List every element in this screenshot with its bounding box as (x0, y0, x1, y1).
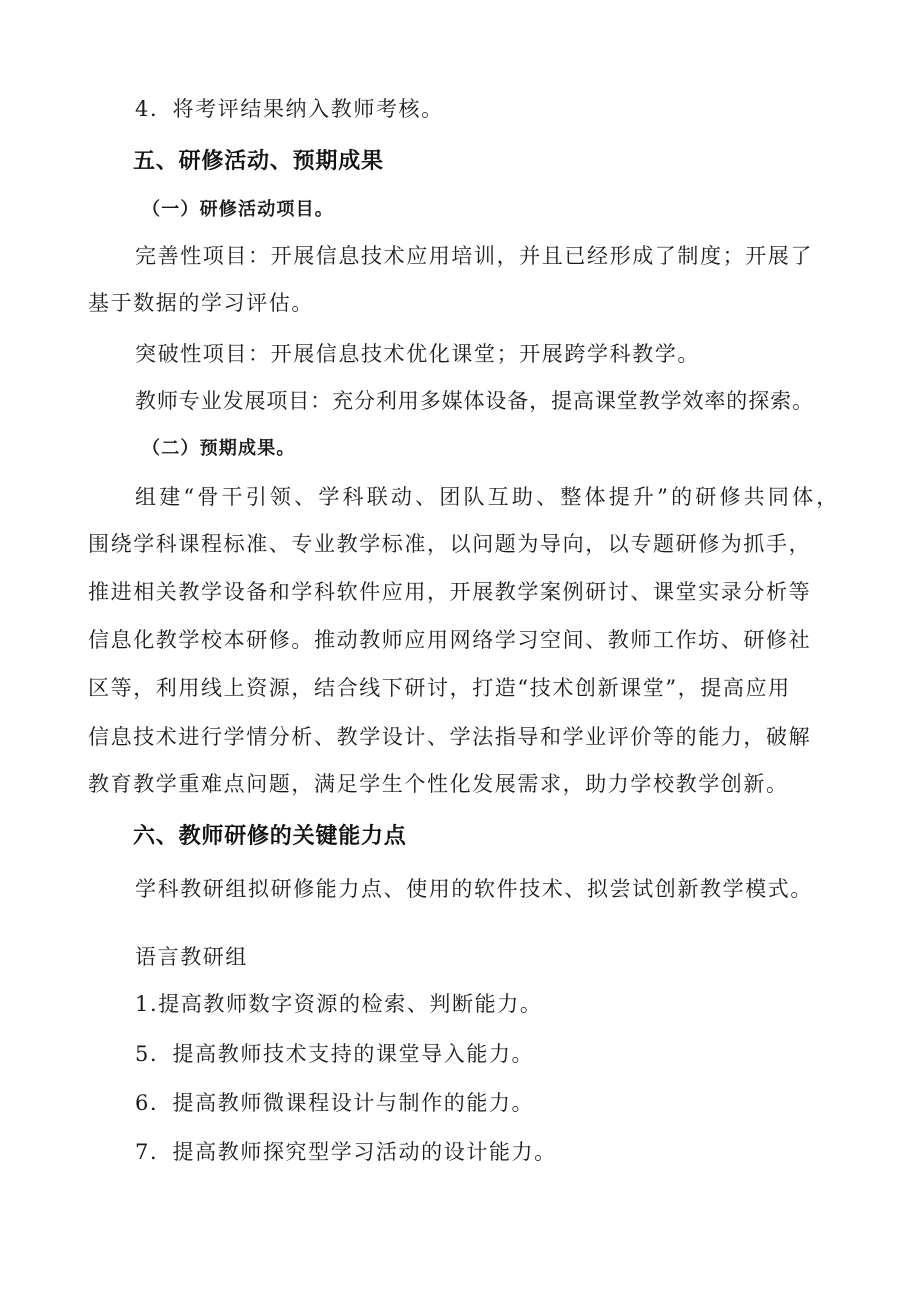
ability-item-6: 6．提高教师微课程设计与制作的能力。 (135, 1091, 535, 1115)
subsection-heading-outcomes: （二）预期成果。 (142, 438, 296, 459)
outcomes-line-3: 推进相关教学设备和学科软件应用，开展教学案例研讨、课堂实录分析等 (88, 580, 812, 604)
outcomes-line-2: 围绕学科课程标准、专业教学标准，以问题为导向，以专题研修为抓手， (88, 532, 812, 556)
section-heading-6: 六、教师研修的关键能力点 (133, 824, 407, 849)
list-item-4: 4．将考评结果纳入教师考核。 (135, 97, 444, 121)
paragraph-improvement-line2: 基于数据的学习评估。 (88, 291, 314, 315)
paragraph-breakthrough: 突破性项目：开展信息技术优化课堂；开展跨学科教学。 (135, 342, 700, 366)
outcomes-line-5: 区等，利用线上资源，结合线下研讨，打造“技术创新课堂”，提高应用 (88, 676, 791, 700)
outcomes-line-7: 教育教学重难点问题，满足学生个性化发展需求，助力学校教学创新。 (88, 772, 789, 796)
group-name: 语言教研组 (135, 945, 248, 969)
ability-item-7: 7．提高教师探究型学习活动的设计能力。 (135, 1140, 557, 1164)
section-heading-5: 五、研修活动、预期成果 (133, 149, 384, 174)
paragraph-teacher-development: 教师专业发展项目：充分利用多媒体设备，提高课堂教学效率的探索。 (135, 389, 814, 413)
ability-item-5: 5．提高教师技术支持的课堂导入能力。 (135, 1042, 535, 1066)
ability-item-1: 1.提高教师数字资源的检索、判断能力。 (135, 992, 543, 1016)
outcomes-line-6: 信息技术进行学情分析、教学设计、学法指导和学业评价等的能力，破解 (88, 725, 812, 749)
outcomes-line-1: 组建“骨干引领、学科联动、团队互助、整体提升”的研修共同体， (135, 485, 841, 509)
subsection-heading-activities: （一）研修活动项目。 (142, 199, 334, 220)
paragraph-improvement-line1: 完善性项目：开展信息技术应用培训，并且已经形成了制度；开展了 (135, 244, 813, 268)
outcomes-line-4: 信息化教学校本研修。推动教师应用网络学习空间、教师工作坊、研修社 (88, 628, 812, 652)
section6-intro: 学科教研组拟研修能力点、使用的软件技术、拟尝试创新教学模式。 (135, 877, 813, 901)
